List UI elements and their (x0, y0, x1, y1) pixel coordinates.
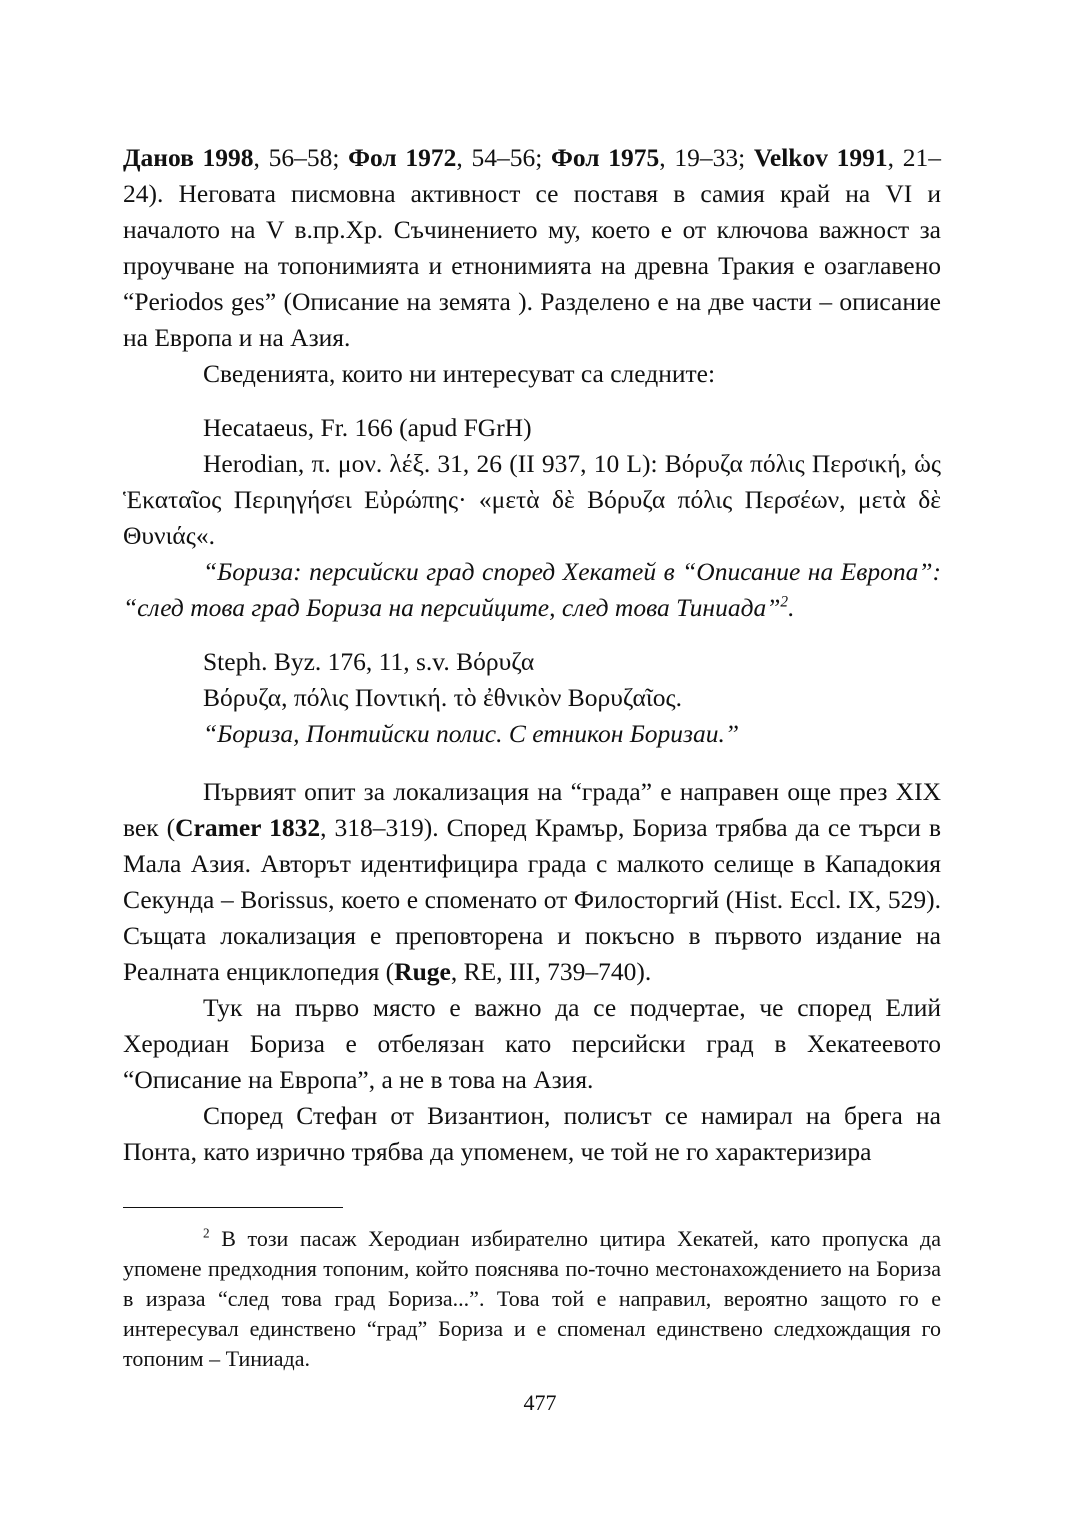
main-text (123, 140, 941, 1170)
ref-fol-1975: Фол 1975 (550, 143, 660, 172)
ref-cramer-1832: Cramer 1832 (175, 813, 321, 842)
source-1-greek: Herodian, π. μον. λέξ. 31, 26 (II 937, 10 L): Βόρυζα πόλις Περσική, ὡς Ἑκαταῖος Περιηγήσει Εὐρώπης· «μετὰ δὲ Βόρυζα πόλις Περσέων, μετὰ δὲ Θυνιάς«. (123, 449, 941, 550)
paragraph-5: Според Стефан от Византион, полисът се намирал на брега на Понта, като изрично трябва да упоменем, че той не го характеризира (123, 1101, 941, 1166)
ref-danov-1998: Данов 1998 (123, 143, 254, 172)
paragraph-4: Тук на първо място е важно да се подчертае, че според Елий Херодиан Бориза е отбелязан като персийски град в Хекатеевото “Описание на Европа”, а не в това на Азия. (123, 993, 941, 1094)
source-2-translation: “Бориза, Понтийски полис. С етникон Боризаи.” (203, 719, 740, 748)
footnote-2: $^2$ В този пасаж Херодиан избирателно цитира Хекатей, като пропуска да упомене предходния топоним, който пояснява по-точно местонахождението на Бориза в израза “след това град Бориза...”. Това той е направил, вероятно защото го е интересувал единствено “град” Бориза и е споменал единствено следхождащия го топоним – Тиниада. (123, 1225, 941, 1371)
source-2-greek: Βόρυζα, πόλις Ποντική. τὸ ἐθνικὸν Βορυζαῖος. (203, 683, 682, 712)
source-2-reference: Steph. Byz. 176, 11, s.v. Βόρυζα (203, 647, 535, 676)
source-1-reference: Hecataeus, Fr. 166 (apud FGrH) (203, 413, 532, 442)
footnote-mark: 2 (780, 593, 789, 611)
footnote-divider (123, 1207, 343, 1208)
footnote-number: 2 (203, 1225, 210, 1241)
page-number: 477 (523, 1390, 557, 1415)
paragraph-1: Данов 1998, 56–58; Фол 1972, 54–56; Фол 1975, 19–33; Velkov 1991, 21–24). Неговата писмовна активност се поставя в самия край на VI и началото на V в.пр.Хр. Съчинението му, което е от ключова важност за проучване на топонимията и етнонимията на древна Тракия е озаглавено “Periodos ges” (Описание на земята ). Разделено е на две части – описание на Европа и на Азия. (123, 143, 941, 352)
ref-velkov-1991: Velkov 1991 (753, 143, 888, 172)
source-1-translation: “Бориза: персийски град според Хекатей в “Описание на Европа”: “след това град Бориза на персийците, след това Тиниада”$^2$. (123, 557, 941, 622)
ref-fol-1972: Фол 1972 (348, 143, 457, 172)
paragraph-2: Сведенията, които ни интересуват са следните: (203, 359, 716, 388)
paragraph-3: Първият опит за локализация на “града” е направен още през XIX век (Cramer 1832, 318–319). Според Крамър, Бориза трябва да се търси в Мала Азия. Авторът идентифицира града с малкото селище в Кападокия Секунда – Borissus, което е споменато от Филосторгий (Hist. Eccl. IX, 529). Същата локализация е преповторена и покъсно в първото издание на Реалната енциклопедия (Ruge, RE, III, 739–740). (123, 777, 942, 986)
ref-ruge: Ruge (394, 957, 451, 986)
footnote (123, 1224, 941, 1374)
